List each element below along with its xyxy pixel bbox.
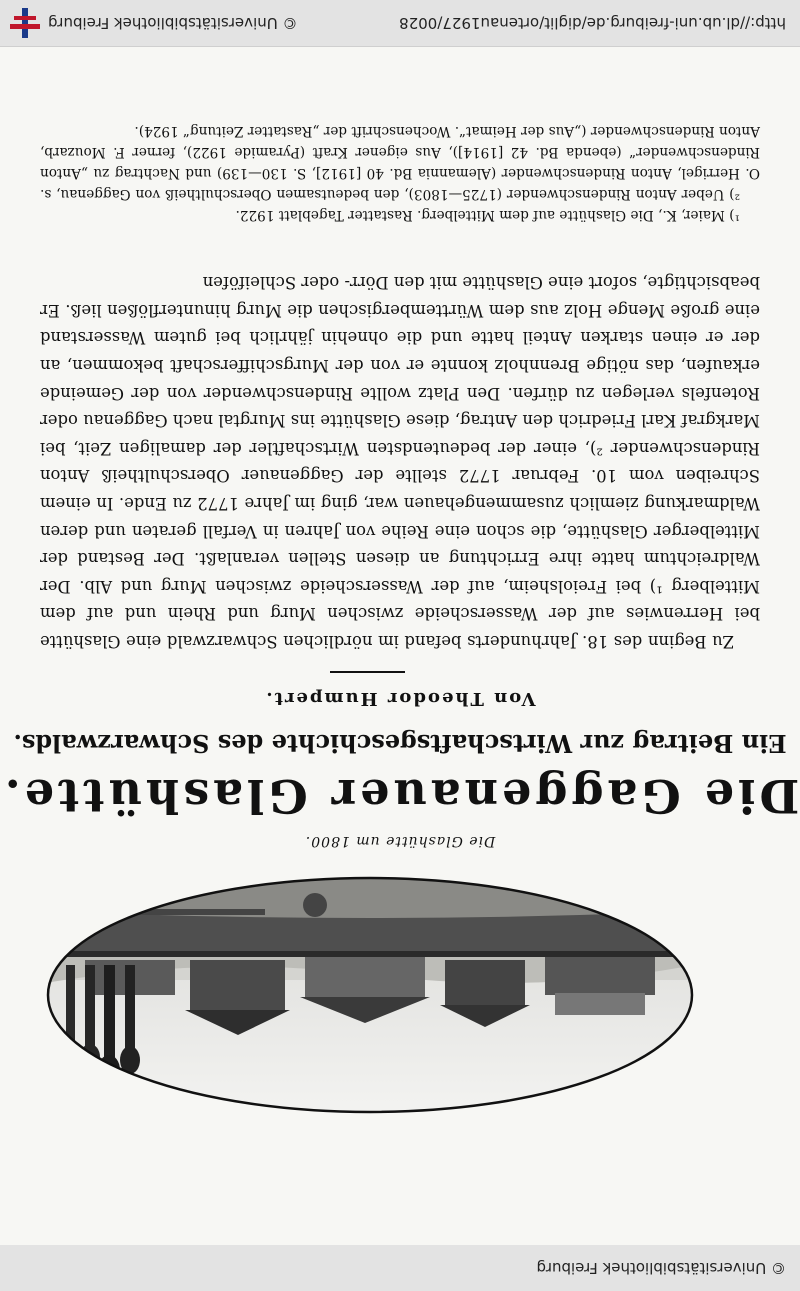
- scanned-page: [0, 46, 800, 1245]
- title-divider: [330, 671, 405, 673]
- footer-copyright: © Universitätsbibliothek Freiburg: [48, 14, 298, 32]
- footnote: ¹) Maier, K., Die Glashütte auf dem Mittelberg. Rastatter Tageblatt 1922.: [235, 207, 740, 223]
- article-author: Von Theodor Humpert.: [264, 688, 536, 709]
- illustration-caption: Die Glashütte um 1800.: [304, 833, 496, 849]
- url-text[interactable]: http://dl.ub.uni-freiburg.de/diglit/ortenau1927/0028: [399, 14, 786, 32]
- article-title: Die Gaggenauer Glashütte.: [0, 769, 800, 823]
- copyright-text: © Universitätsbibliothek Freiburg: [536, 1259, 786, 1277]
- article-subtitle: Ein Beitrag zur Wirtschaftsgeschichte des Schwarzwalds.: [13, 729, 787, 758]
- glasshuette-illustration: [45, 875, 695, 1115]
- ub-freiburg-logo-icon: [10, 8, 40, 38]
- footnotes: [40, 120, 760, 225]
- footnote: ²) Ueber Anton Rindenschwender (1725—1803), den bedeutsamen Oberschultheiß von Gaggenau, s. O. Herrigel, Anton Rindenschwender (Alemannia Bd. 40 [1912], S. 130—139) und Nachtrag zu „Anton Rindenschwender“ (ebenda Bd. 42 [1914]), Aus eigener Kraft (Pyramide 1922), ferner F. Mouzarb, Anton Rindenschwender („Aus der Heimat“. Wochenschrift der „Rastatter Zeitung“ 1924).: [40, 123, 760, 202]
- viewer-bottom-bar: [0, 0, 800, 47]
- article-body: Zu Beginn des 18. Jahrhunderts befand im nördlichen Schwarzwald eine Glashütte bei Herrenwies auf der Wasserscheide zwischen Murg und Rhein und auf dem Mittelberg ¹) bei Freiolsheim, auf der Wasserscheide zwischen Murg und Alb. Der Waldreichtum hatte ihre Errichtung an diesen Stellen veranlaßt. Der Bestand der Mittelberger Glashütte, die schon eine Reihe von Jahren in Verfall geraten und deren Waldmarkung ziemlich zusammengehauen war, ging im Jahre 1772 zu Ende. In einem Schreiben vom 10. Februar 1772 stellte der Gaggenauer Oberschultheiß Anton Rindenschwender ²), einer der bedeutendsten Wirtschaftler der damaligen Zeit, bei Markgraf Karl Friedrich den Antrag, diese Glashütte ins Murgtal nach Gaggenau oder Rotenfels verlegen zu dürfen. Den Platz wollte Rindenschwender von der Gemeinde erkaufen, das nötige Brennholz konnte er von der Murgschifferschaft bekommen, an der er einen starken Anteil hatte und die ohnehin jährlich bei gutem Wasserstand eine große Menge Holz aus dem Württembergischen die Murg hinunterflößen ließ. Er beabsichtigte, sofort eine Glashütte mit den Dörr- oder Schleiföfen: [40, 273, 760, 651]
- viewer-top-bar: [0, 1244, 800, 1291]
